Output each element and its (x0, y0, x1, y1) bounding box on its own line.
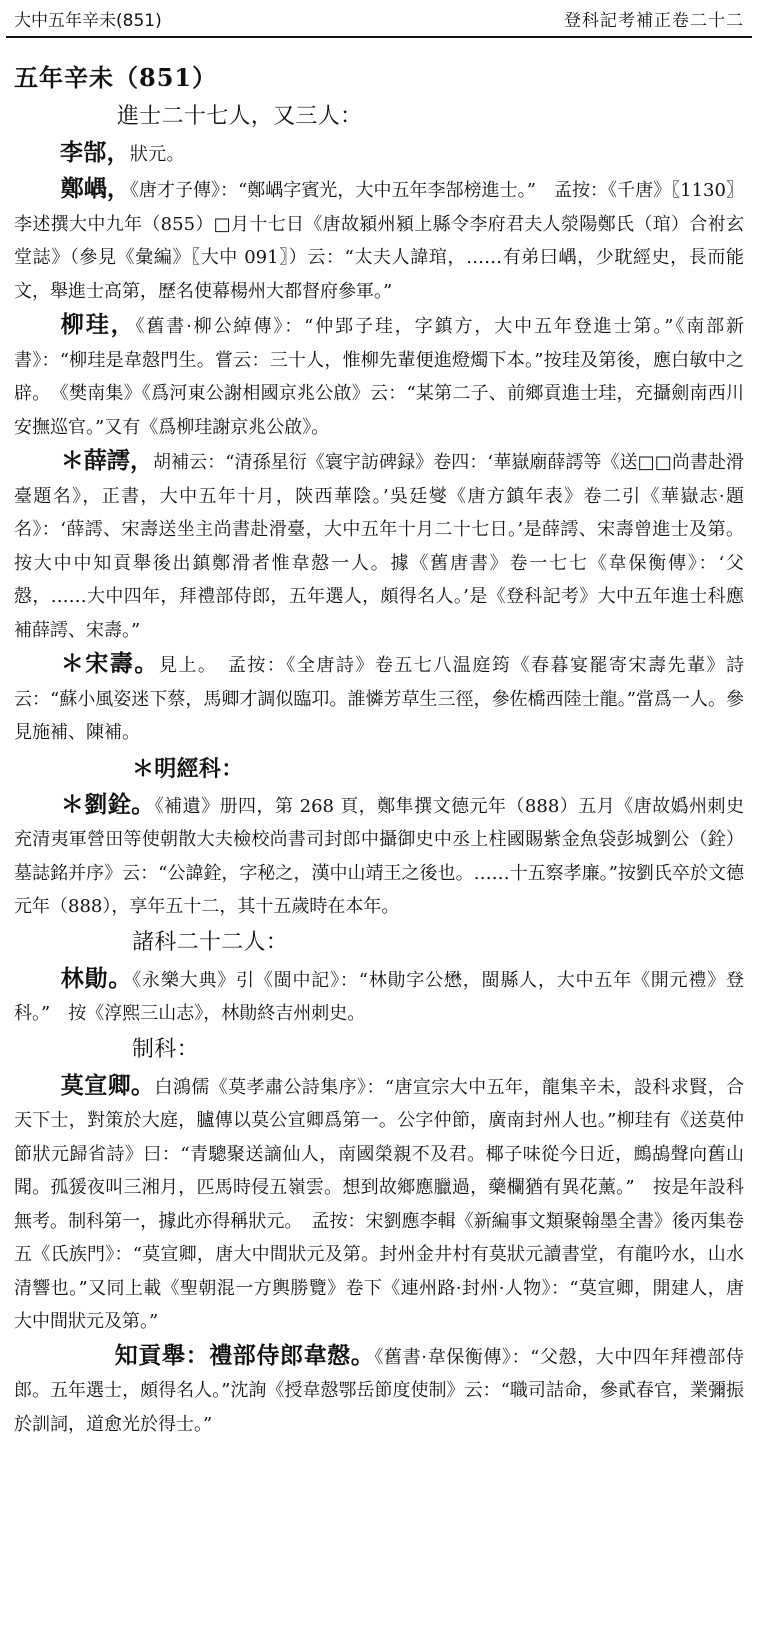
header-rule (6, 36, 752, 38)
zhigongju-label: 知貢舉：禮部侍郎韋慤。 (114, 1341, 375, 1369)
entry-name: 柳珪， (60, 311, 136, 338)
entry-text: 《舊書·韋保衡傳》：“父慤，大中四年拜禮部侍郎。五年選士，頗得名人。”沈詢《授韋慤鄂岳節度使制》云：“職司詰命，參貳春官，業彌振於訓詞，道愈光於得士。” (14, 1346, 745, 1435)
entry-name: 鄭嵎， (60, 175, 130, 202)
entry-text: 狀元。 (129, 144, 185, 165)
header-left-title: 大中五年辛未(851) (14, 11, 162, 31)
entry-xue (14, 444, 744, 647)
entry-liu (14, 308, 744, 444)
entry-li (14, 136, 744, 172)
entry-text: 《舊書·柳公綽傳》：“仲郢子珪，字鎮方，大中五年登進士第。”《南部新書》：“柳珪是韋慤門生。嘗云：三十人，惟柳先輩便進燈燭下本。”按珪及第後，應白敏中之辟。 《樊南集》《爲河東公謝相國京兆公啟》云：“某第二子、前鄉貢進士珪，充攝劍南西川安撫巡官。”又有《爲柳珪謝京兆公啟》。 (14, 316, 745, 438)
entry-lin (14, 962, 744, 1031)
entry-song (14, 647, 744, 750)
entry-text: 《永樂大典》引《閩中記》：“林勛字公懋，閩縣人，大中五年《開元禮》登科。” 按《淳熙三山志》，林勛終吉州刺史。 (14, 969, 745, 1024)
section-mingjing: ＊明經科： (132, 755, 244, 782)
entry-liu-quan (14, 788, 744, 924)
entry-name: 李郜， (60, 139, 130, 166)
section-zhuke: 諸科二十二人： (132, 929, 289, 955)
running-header (14, 6, 744, 32)
year-title: 五年辛未（851） (14, 63, 218, 92)
entry-text: 《補遺》册四，第 268 頁，鄭隼撰文德元年（888）五月《唐故嬀州刺史充清夷軍營田等使朝散大夫檢校尚書司封郎中攝御史中丞上柱國賜紫金魚袋彭城劉公（銓）墓誌銘并序》云：“公諱銓，字秘之，漢中山靖王之後也。……十五察孝廉。”按劉氏卒於文德元年（888），享年五十二，其十五歲時在本年。 (14, 795, 744, 917)
entry-text: 見上。 孟按：《全唐詩》卷五七八温庭筠《春暮宴罷寄宋壽先輩》詩云：“蘇小風姿迷下蔡，馬卿才調似臨卭。誰憐芳草生三徑，參佐橋西陸士龍。”當爲一人。參見施補、陳補。 (14, 655, 745, 743)
page-body (14, 58, 744, 1441)
entry-zhigongju (14, 1339, 744, 1442)
section-zhike: 制科： (132, 1036, 199, 1062)
entry-zheng (14, 172, 744, 308)
header-right-title: 登科記考補正卷二十二 (564, 11, 744, 31)
entry-text: 《唐才子傳》：“鄭嵎字賓光，大中五年李郜榜進士。” 孟按：《千唐》〖1130〗李述撰大中九年（855）□月十七日《唐故潁州潁上縣令李府君夫人滎陽鄭氏（琯）合祔玄堂誌》（參見《彙編》〖大中 091〗）云：“太夫人諱琯，……有弟曰嵎，少耽經史，長而能文，舉進士高第，歷名使幕楊州大都督府參軍。” (14, 180, 744, 302)
section-jinshi: 進士二十七人，又三人： (117, 104, 363, 129)
entry-name: ＊宋壽。 (60, 650, 159, 677)
entry-name: ＊薛謣， (60, 447, 154, 474)
entry-name: ＊劉銓。 (60, 790, 155, 818)
entry-text: 白鴻儒《莫孝肅公詩集序》：“唐宣宗大中五年，龍集辛未，設科求賢，合天下士，對策於大庭，臚傳以莫公宣卿爲第一。公字仲節，廣南封州人也。”柳珪有《送莫仲節狀元歸省詩》曰：“青驄聚送謫仙人，南國榮親不及君。椰子味從今日近，鷓鴣聲向舊山聞。孤猨夜叫三湘月，匹馬時侵五嶺雲。想到故鄉應臘過，藥欄猶有異花薰。” 按是年設科無考。制科第一，據此亦得稱狀元。 孟按：宋劉應李輯《新編事文類聚翰墨全書》後丙集卷五《氏族門》：“莫宣卿，唐大中間狀元及第。封州金井村有莫狀元讀書堂，有龍吟水，山水清響也。”又同上載《聖朝混一方輿勝覽》卷下《連州路·封州·人物》：“莫宣卿，開建人，唐大中間狀元及第。” (14, 1076, 745, 1332)
entry-name: 林勛。 (60, 964, 133, 992)
entry-mo (14, 1069, 744, 1339)
entry-name: 莫宣卿。 (60, 1071, 155, 1099)
entry-text: 胡補云：“清孫星衍《寰宇訪碑録》卷四：‘華嶽廟薛謣等《送□□尚書赴滑臺題名》，正書，大中五年十月，陝西華陰。’吳廷燮《唐方鎮年表》卷二引《華嶽志·題名》：‘薛謣、宋壽送坐主尚書赴滑臺，大中五年十月二十七日。’是薛謣、宋壽曾進士及第。按大中中知貢舉後出鎮鄭滑者惟韋慤一人。據《舊唐書》卷一七七《韋保衡傳》：‘父慤，……大中四年，拜禮部侍郎，五年選人，頗得名人。’是《登科記考》大中五年進士科應補薛謣、宋壽。” (14, 452, 745, 641)
